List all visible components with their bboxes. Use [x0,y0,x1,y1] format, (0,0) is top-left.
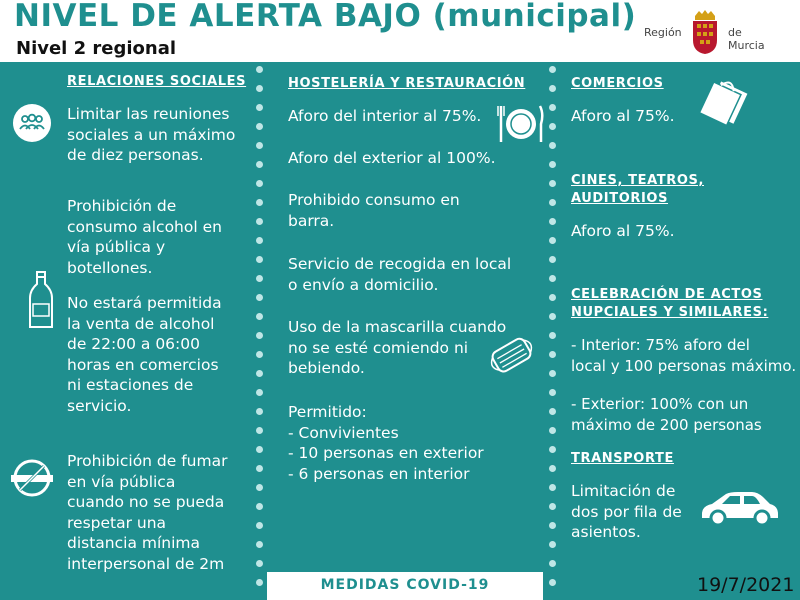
dotted-divider [256,66,264,600]
divider-dot [256,370,263,377]
divider-dot [256,218,263,225]
text-comercios-aforo: Aforo al 75%. [571,107,675,125]
divider-dot [256,313,263,320]
divider-dot [549,199,556,206]
divider-dot [549,446,556,453]
divider-dot [256,180,263,187]
divider-dot [549,66,556,73]
divider-dot [549,85,556,92]
text-aforo-exterior: Aforo del exterior al 100%. [288,149,496,167]
divider-dot [256,237,263,244]
divider-dot [549,180,556,187]
publication-date: 19/7/2021 [697,574,795,596]
page-subtitle: Nivel 2 regional [16,38,177,59]
divider-dot [256,104,263,111]
divider-dot [256,484,263,491]
divider-dot [549,351,556,358]
divider-dot [256,579,263,586]
region-logo [644,6,774,56]
text-celebracion-interior: - Interior: 75% aforo del local y 100 personas máximo. [571,336,797,375]
divider-dot [256,522,263,529]
page-title: NIVEL DE ALERTA BAJO (municipal) [14,0,637,34]
divider-dot [256,427,263,434]
divider-dot [549,275,556,282]
heading-celebracion-2: NUPCIALES Y SIMILARES: [571,305,769,320]
text-prohibicion-fumar: Prohibición de fumar en vía pública cuando no se pueda respetar una distancia mínima interpersonal de 2m [67,452,228,573]
divider-dot [256,123,263,130]
divider-dot [549,142,556,149]
divider-dot [549,465,556,472]
text-aforo-interior: Aforo del interior al 75%. [288,107,482,125]
plate-cutlery-icon [497,104,545,144]
people-group-icon [12,103,52,143]
divider-dot [256,85,263,92]
divider-dot [256,199,263,206]
header [0,0,800,62]
divider-dot [256,541,263,548]
divider-dot [549,332,556,339]
divider-dot [549,503,556,510]
divider-dot [256,465,263,472]
divider-dot [549,123,556,130]
heading-hosteleria: HOSTELERÍA Y RESTAURACIÓN [288,76,526,91]
divider-dot [549,237,556,244]
divider-dot [549,427,556,434]
divider-dot [256,294,263,301]
divider-dot [549,541,556,548]
divider-dot [549,370,556,377]
text-celebracion-exterior: - Exterior: 100% con un máximo de 200 personas [571,395,762,434]
logo-text-left: Región [644,26,682,39]
divider-dot [549,389,556,396]
text-mascarilla: Uso de la mascarilla cuando no se esté comiendo ni bebiendo. [288,318,507,377]
divider-dot [549,256,556,263]
divider-dot [256,161,263,168]
divider-dot [256,408,263,415]
divider-dot [549,294,556,301]
divider-dot [549,560,556,567]
divider-dot [256,66,263,73]
face-mask-icon [484,334,540,378]
divider-dot [256,351,263,358]
divider-dot [549,579,556,586]
footer-label: MEDIDAS COVID-19 [320,577,490,593]
divider-dot [256,560,263,567]
text-permitido: Permitido: - Convivientes - 10 personas en exterior - 6 personas en interior [288,403,484,483]
heading-cines-2: AUDITORIOS [571,191,669,206]
divider-dot [256,446,263,453]
shopping-bags-icon [700,70,758,128]
divider-dot [256,389,263,396]
dotted-divider [549,66,557,600]
text-transporte: Limitación de dos por fila de asientos. [571,482,682,541]
divider-dot [549,161,556,168]
divider-dot [549,218,556,225]
bottle-icon [28,270,54,330]
text-consumo-barra: Prohibido consumo en barra. [288,191,460,230]
heading-relaciones-sociales: RELACIONES SOCIALES [67,74,247,89]
divider-dot [256,503,263,510]
divider-dot [256,142,263,149]
heading-cines-1: CINES, TEATROS, [571,173,704,188]
divider-dot [549,522,556,529]
heading-transporte: TRANSPORTE [571,451,674,466]
divider-dot [549,408,556,415]
heading-comercios: COMERCIOS [571,76,664,91]
logo-text-right: de Murcia [728,26,765,52]
text-alcohol-via-publica: Prohibición de consumo alcohol en vía pública y botellones. [67,197,222,277]
divider-dot [256,256,263,263]
divider-dot [256,332,263,339]
text-reuniones: Limitar las reuniones sociales a un máximo de diez personas. [67,105,236,164]
text-recogida-local: Servicio de recogida en local o envío a domicilio. [288,255,512,294]
text-venta-alcohol: No estará permitida la venta de alcohol de 22:00 a 06:00 horas en comercios ni estaciones de servicio. [67,294,222,415]
crest-icon [687,8,723,56]
divider-dot [549,313,556,320]
divider-dot [549,104,556,111]
footer-banner [267,572,543,600]
divider-dot [549,484,556,491]
heading-celebracion-1: CELEBRACIÓN DE ACTOS [571,287,763,302]
no-smoking-icon [10,458,54,498]
car-icon [700,490,780,526]
text-cines-aforo: Aforo al 75%. [571,222,675,240]
divider-dot [256,275,263,282]
